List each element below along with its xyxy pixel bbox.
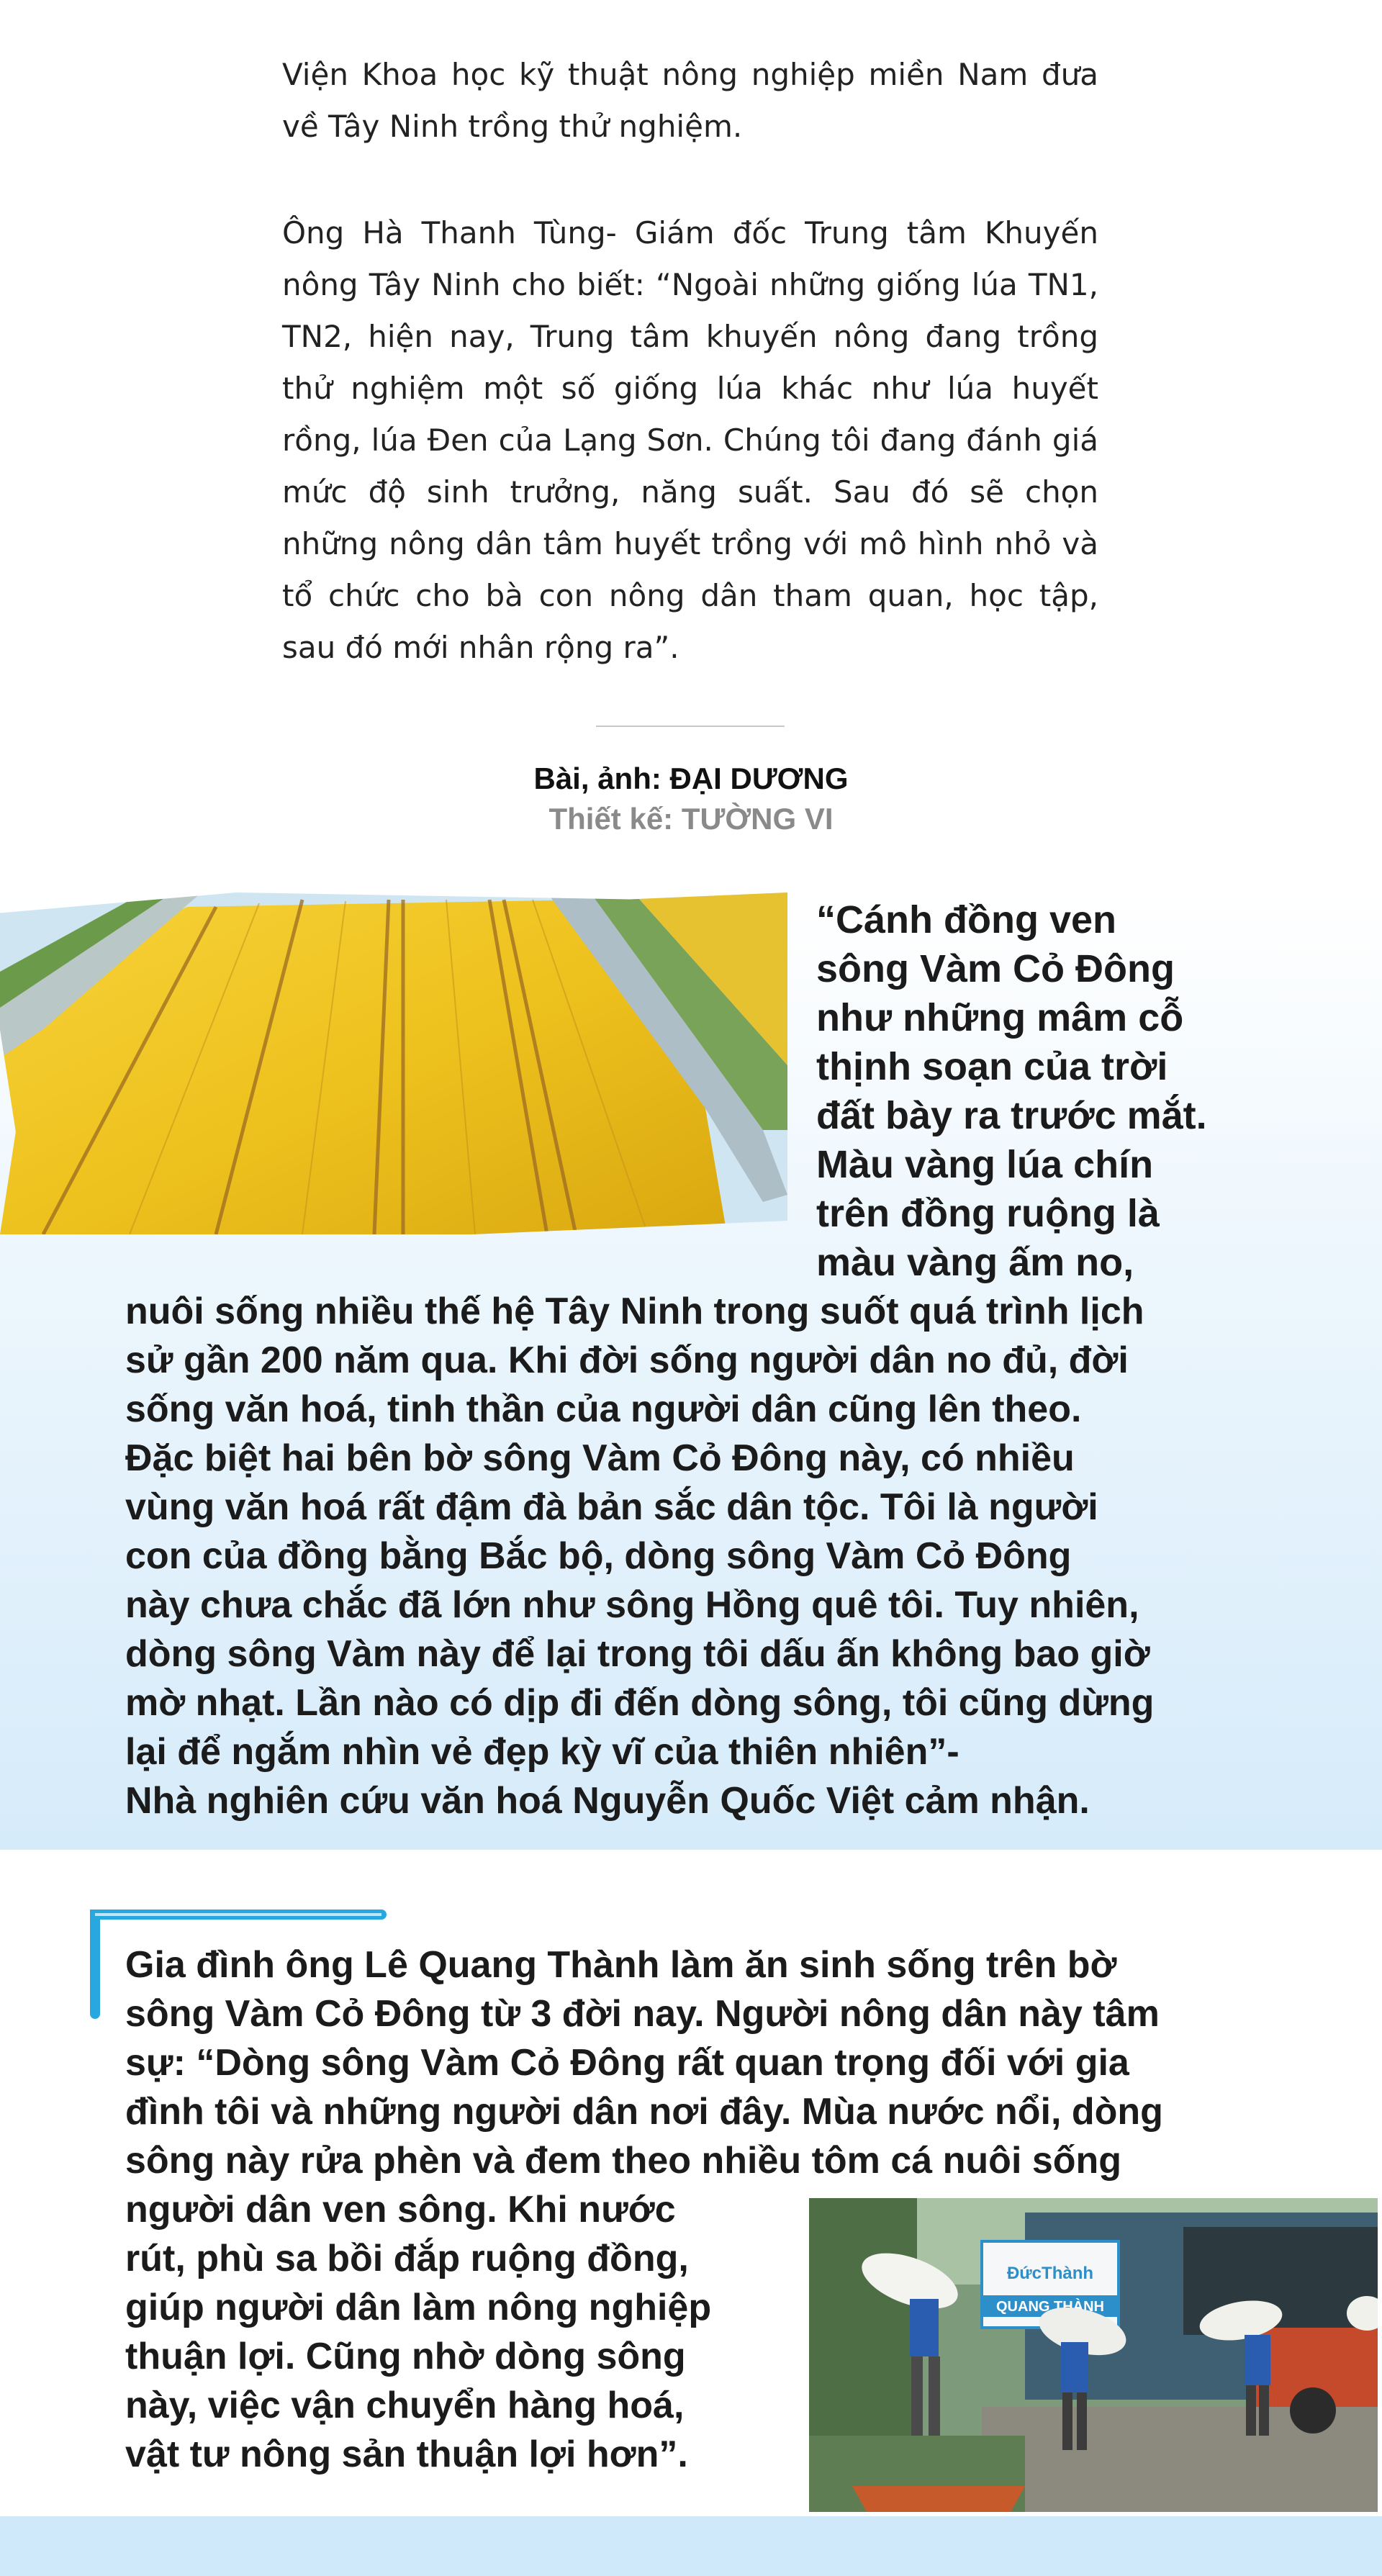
quote-line: này chưa chắc đã lớn như sông Hồng quê tôi. Tuy nhiên, — [125, 1584, 1139, 1626]
quote-body — [125, 1287, 1277, 1825]
quote-line: thịnh soạn của trời — [816, 1045, 1168, 1088]
quote-line: đất bày ra trước mắt. — [816, 1094, 1207, 1137]
story-line: thuận lợi. Cũng nhờ dòng sông — [125, 2336, 686, 2377]
quote-line: dòng sông Vàm này để lại trong tôi dấu ấn không bao giờ — [125, 1633, 1150, 1675]
quote-line: Đặc biệt hai bên bờ sông Vàm Cỏ Đông này, có nhiều — [125, 1437, 1075, 1479]
intro-paragraph-1: Viện Khoa học kỹ thuật nông nghiệp miền Nam đưa về Tây Ninh trồng thử nghiệm. — [282, 57, 1098, 144]
quote-line: màu vàng ấm no, — [816, 1241, 1134, 1284]
quote-line: sử gần 200 năm qua. Khi đời sống người dân no đủ, đời — [125, 1339, 1129, 1381]
intro-text — [282, 49, 1098, 728]
credit-author: Bài, ảnh: ĐẠI DƯƠNG — [533, 761, 849, 795]
story-line: đình tôi và những người dân nơi đây. Mùa nước nổi, dòng — [125, 2091, 1163, 2133]
story-line: sông này rửa phèn và đem theo nhiều tôm cá nuôi sống — [125, 2140, 1122, 2182]
quote-line: vùng văn hoá rất đậm đà bản sắc dân tộc. Tôi là người — [125, 1486, 1098, 1528]
story-line: Gia đình ông Lê Quang Thành làm ăn sinh sống trên bờ — [125, 1944, 1117, 1986]
quote-line: trên đồng ruộng là — [816, 1192, 1160, 1235]
workers-illustration — [809, 2198, 1378, 2512]
quote-line: con của đồng bằng Bắc bộ, dòng sông Vàm Cỏ Đông — [125, 1535, 1072, 1577]
quote-opening — [816, 895, 1284, 1287]
sign-brand: ĐứcThành — [1006, 2264, 1094, 2283]
quote-line: Màu vàng lúa chín — [816, 1143, 1154, 1186]
credit-design: Thiết kế: TƯỜNG VI — [548, 802, 834, 836]
story-line: này, việc vận chuyển hàng hoá, — [125, 2385, 685, 2426]
story-line: người dân ven sông. Khi nước — [125, 2189, 676, 2231]
quote-line: sông Vàm Cỏ Đông — [816, 947, 1175, 990]
rice-field-photo — [0, 892, 787, 1234]
workers-photo — [809, 2198, 1378, 2512]
story-line: vật tư nông sản thuận lợi hơn”. — [125, 2433, 688, 2475]
bottom-band — [0, 2516, 1382, 2576]
quote-line: sống văn hoá, tinh thần của người dân cũng lên theo. — [125, 1388, 1082, 1430]
story-line: giúp người dân làm nông nghiệp — [125, 2287, 712, 2328]
story-line: sự: “Dòng sông Vàm Cỏ Đông rất quan trọng đối với gia — [125, 2042, 1129, 2084]
sign-name: QUANG THÀNH — [996, 2299, 1104, 2315]
story-line: sông Vàm Cỏ Đông từ 3 đời nay. Người nông dân này tâm — [125, 1993, 1160, 2035]
divider — [596, 726, 785, 727]
story-line: rút, phù sa bồi đắp ruộng đồng, — [125, 2238, 689, 2279]
intro-paragraph-2: Ông Hà Thanh Tùng- Giám đốc Trung tâm Khuyến nông Tây Ninh cho biết: “Ngoài những giống lúa TN1, TN2, hiện nay, Trung tâm khuyến nông đang trồng thử nghiệm một số giống lúa khác như lúa huyết rồng, lúa Đen của Lạng Sơn. Chúng tôi đang đánh giá mức độ sinh trưởng, năng suất. Sau đó sẽ chọn những nông dân tâm huyết trồng với mô hình nhỏ và tổ chức cho bà con nông dân tham quan, học tập, sau đó mới nhân rộng ra”. — [282, 215, 1098, 665]
quote-line: Nhà nghiên cứu văn hoá Nguyễn Quốc Việt cảm nhận. — [125, 1780, 1090, 1822]
story-text — [125, 1940, 1313, 2185]
quote-line: “Cánh đồng ven — [816, 898, 1116, 941]
quote-line: nuôi sống nhiều thế hệ Tây Ninh trong suốt quá trình lịch — [125, 1291, 1144, 1332]
quote-line: như những mâm cỗ — [816, 996, 1184, 1039]
rice-field-illustration — [0, 892, 787, 1234]
story-text-continued — [125, 2185, 787, 2479]
quote-line: mờ nhạt. Lần nào có dịp đi đến dòng sông, tôi cũng dừng — [125, 1682, 1155, 1724]
quote-line: lại để ngắm nhìn vẻ đẹp kỳ vĩ của thiên nhiên”- — [125, 1731, 959, 1773]
